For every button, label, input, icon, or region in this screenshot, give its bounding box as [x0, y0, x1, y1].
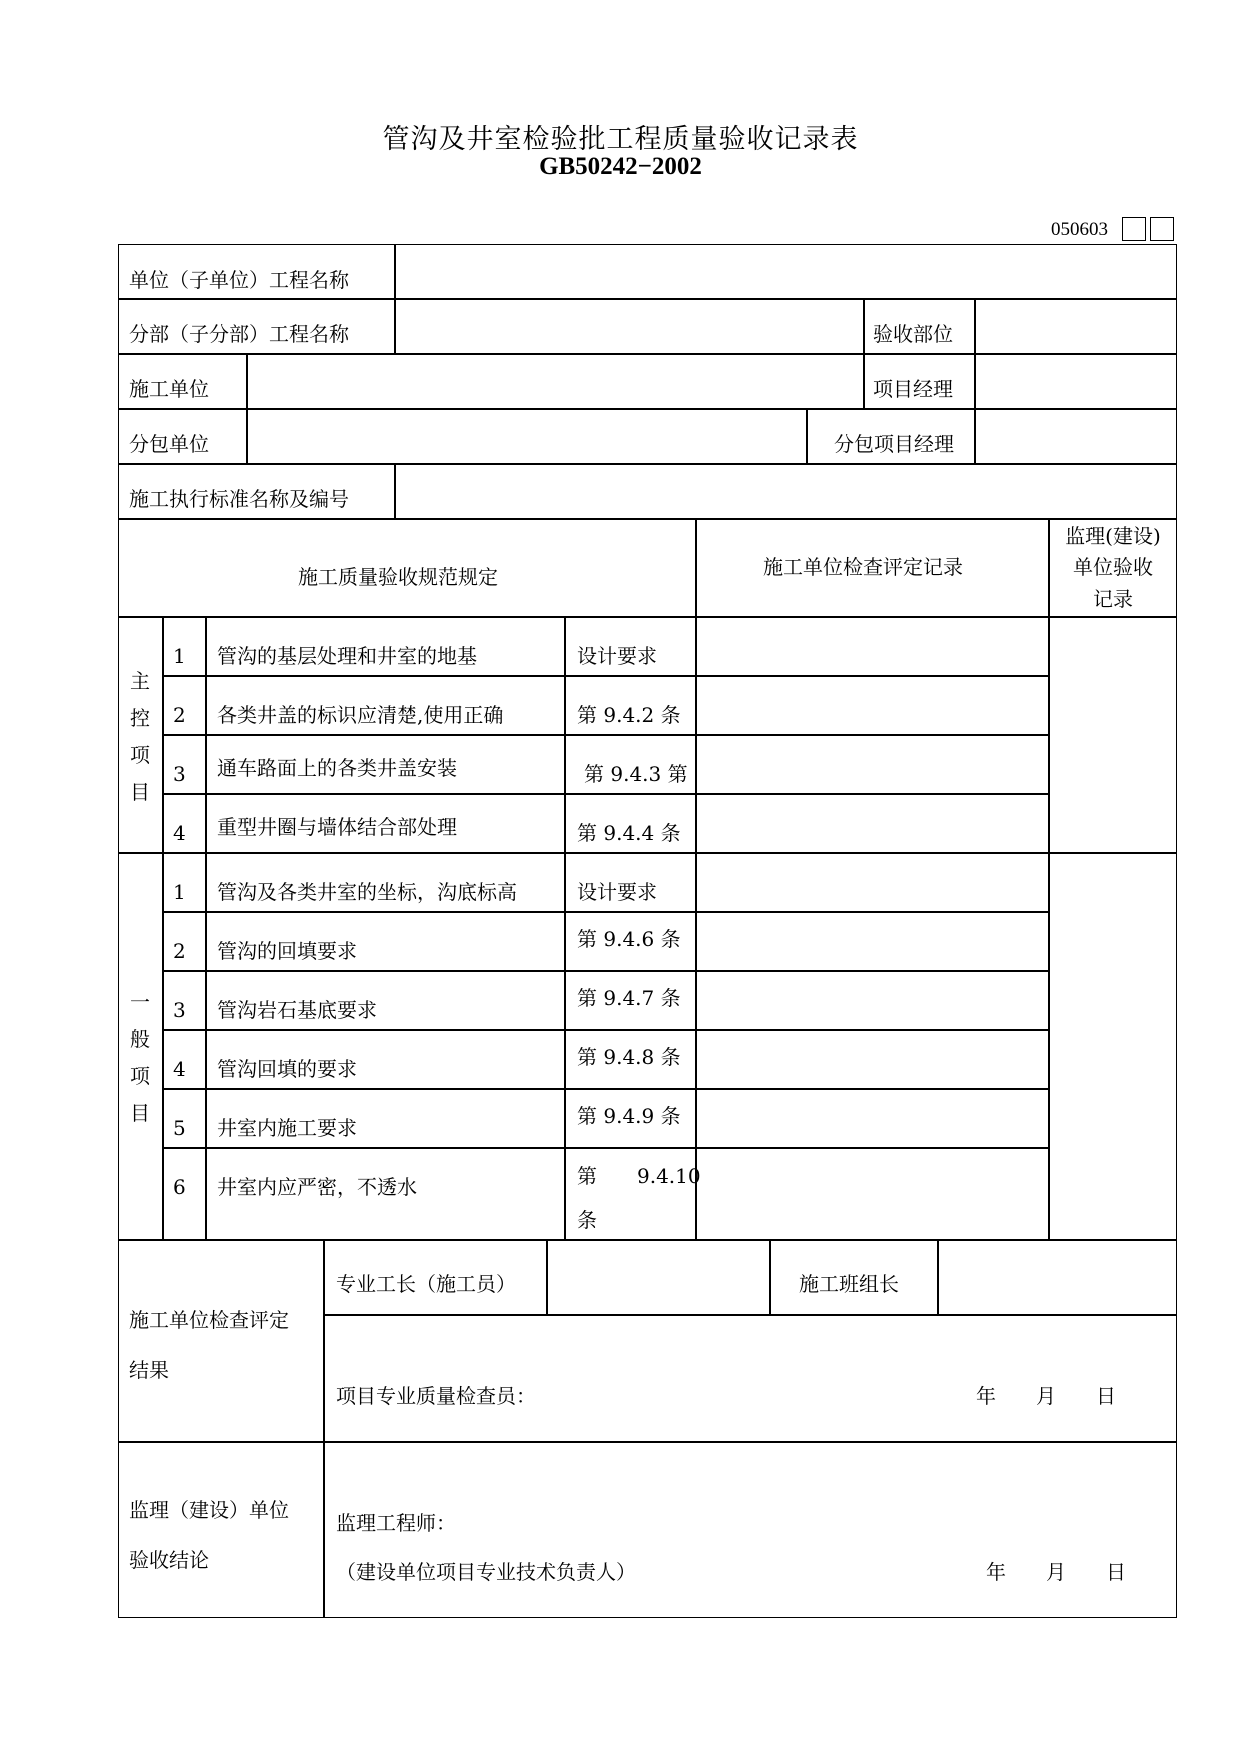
row-line [118, 463, 1177, 465]
supervision-result-label-l2: 验收结论 [129, 1548, 209, 1572]
row-line [162, 970, 1048, 972]
main-group-label: 目 [130, 780, 150, 804]
unit-project-name-label: 单位（子单位）工程名称 [129, 268, 349, 292]
quality-inspector-label: 项目专业质量检查员： [336, 1384, 536, 1408]
general-group-label: 般 [130, 1027, 150, 1051]
general-group-label: 一 [130, 990, 150, 1014]
item-requirement: 设计要求 [577, 880, 657, 904]
standard-name-label: 施工执行标准名称及编号 [129, 487, 349, 511]
item-description: 各类井盖的标识应清楚,使用正确 [217, 703, 504, 727]
main-group-label: 主 [130, 669, 150, 693]
supervision-column-header-l2: 单位验收 [1073, 555, 1153, 579]
col-line [323, 1239, 325, 1618]
spec-column-header: 施工质量验收规范规定 [298, 565, 498, 589]
item-description: 管沟岩石基底要求 [217, 998, 377, 1022]
subcontract-unit-label: 分包单位 [129, 432, 209, 456]
item-number: 6 [173, 1175, 186, 1199]
main-group-label: 项 [130, 743, 150, 767]
row-line [118, 616, 1177, 618]
row-line [162, 793, 1048, 795]
supervision-column-header-l3: 记录 [1093, 587, 1133, 611]
item-requirement: 第 9.4.10 [577, 1164, 701, 1188]
check-record-column-header: 施工单位检查评定记录 [763, 555, 963, 579]
row-line [118, 408, 1177, 410]
item-requirement: 第 9.4.2 条 [577, 703, 681, 727]
col-line [394, 244, 396, 298]
col-line [205, 616, 207, 1239]
item-requirement: 第 9.4.3 第 [584, 762, 688, 786]
general-group-label: 项 [130, 1064, 150, 1088]
col-line [564, 616, 566, 1239]
row-line [162, 911, 1048, 913]
col-line [937, 1239, 939, 1314]
form-code-box-2[interactable] [1150, 217, 1174, 241]
col-line [974, 298, 976, 463]
item-description: 井室内应严密，不透水 [217, 1175, 417, 1199]
subcontract-manager-label: 分包项目经理 [834, 432, 954, 456]
item-requirement: 第 9.4.9 条 [577, 1104, 681, 1128]
col-line [162, 616, 164, 1239]
item-number: 1 [173, 644, 186, 668]
item-description: 重型井圈与墙体结合部处理 [217, 815, 457, 839]
row-line [118, 1441, 1177, 1443]
item-requirement: 条 [577, 1208, 597, 1232]
item-requirement: 第 9.4.7 条 [577, 986, 681, 1010]
item-number: 5 [173, 1116, 186, 1140]
row-line [162, 1029, 1048, 1031]
col-line [695, 518, 697, 1239]
row-line [118, 298, 1177, 300]
row-line [118, 852, 1177, 854]
main-group-label: 控 [130, 706, 150, 730]
item-description: 井室内施工要求 [217, 1116, 357, 1140]
supervision-engineer-label: 监理工程师： [336, 1511, 456, 1535]
page-title: 管沟及井室检验批工程质量验收记录表 [382, 124, 859, 155]
item-number: 3 [173, 998, 186, 1022]
item-requirement: 第 9.4.6 条 [577, 927, 681, 951]
col-line [394, 463, 396, 518]
sub-project-name-label: 分部（子分部）工程名称 [129, 322, 349, 346]
item-description: 管沟的基层处理和井室的地基 [217, 644, 477, 668]
row-line [118, 353, 1177, 355]
item-number: 1 [173, 880, 186, 904]
team-leader-label: 施工班组长 [799, 1272, 899, 1296]
col-line [863, 298, 865, 408]
construction-date: 年 月 日 [976, 1384, 1116, 1408]
row-line [118, 518, 1177, 520]
item-description: 管沟及各类井室的坐标，沟底标高 [217, 880, 517, 904]
project-manager-label: 项目经理 [873, 377, 953, 401]
item-number: 3 [173, 762, 186, 786]
foreman-label: 专业工长（施工员） [336, 1272, 516, 1296]
row-line [162, 1147, 1048, 1149]
row-line [162, 734, 1048, 736]
owner-representative-label: （建设单位项目专业技术负责人） [336, 1560, 636, 1584]
supervision-column-header-l1: 监理(建设) [1065, 524, 1161, 548]
item-number: 4 [173, 1057, 186, 1081]
item-number: 2 [173, 703, 186, 727]
item-requirement: 设计要求 [577, 644, 657, 668]
item-description: 管沟回填的要求 [217, 1057, 357, 1081]
item-number: 2 [173, 939, 186, 963]
col-line [806, 408, 808, 463]
construction-unit-label: 施工单位 [129, 377, 209, 401]
form-code: 050603 [1051, 219, 1108, 240]
construction-result-label-l2: 结果 [129, 1358, 169, 1382]
acceptance-part-label: 验收部位 [873, 322, 953, 346]
supervision-result-label-l1: 监理（建设）单位 [129, 1498, 289, 1522]
item-description: 通车路面上的各类井盖安装 [217, 756, 457, 780]
form-code-box-1[interactable] [1122, 217, 1146, 241]
standard-code: GB50242−2002 [539, 153, 702, 180]
col-line [394, 298, 396, 353]
construction-result-label-l1: 施工单位检查评定 [129, 1308, 289, 1332]
item-requirement: 第 9.4.4 条 [577, 821, 681, 845]
col-line [769, 1239, 771, 1314]
item-number: 4 [173, 821, 186, 845]
col-line [546, 1239, 548, 1314]
col-line [246, 353, 248, 463]
row-line [162, 675, 1048, 677]
item-requirement: 第 9.4.8 条 [577, 1045, 681, 1069]
row-line [118, 1239, 1177, 1241]
row-line [162, 1088, 1048, 1090]
item-description: 管沟的回填要求 [217, 939, 357, 963]
row-line [323, 1314, 1177, 1316]
col-line [1048, 518, 1050, 1239]
general-group-label: 目 [130, 1101, 150, 1125]
supervision-date: 年 月 日 [986, 1560, 1126, 1584]
